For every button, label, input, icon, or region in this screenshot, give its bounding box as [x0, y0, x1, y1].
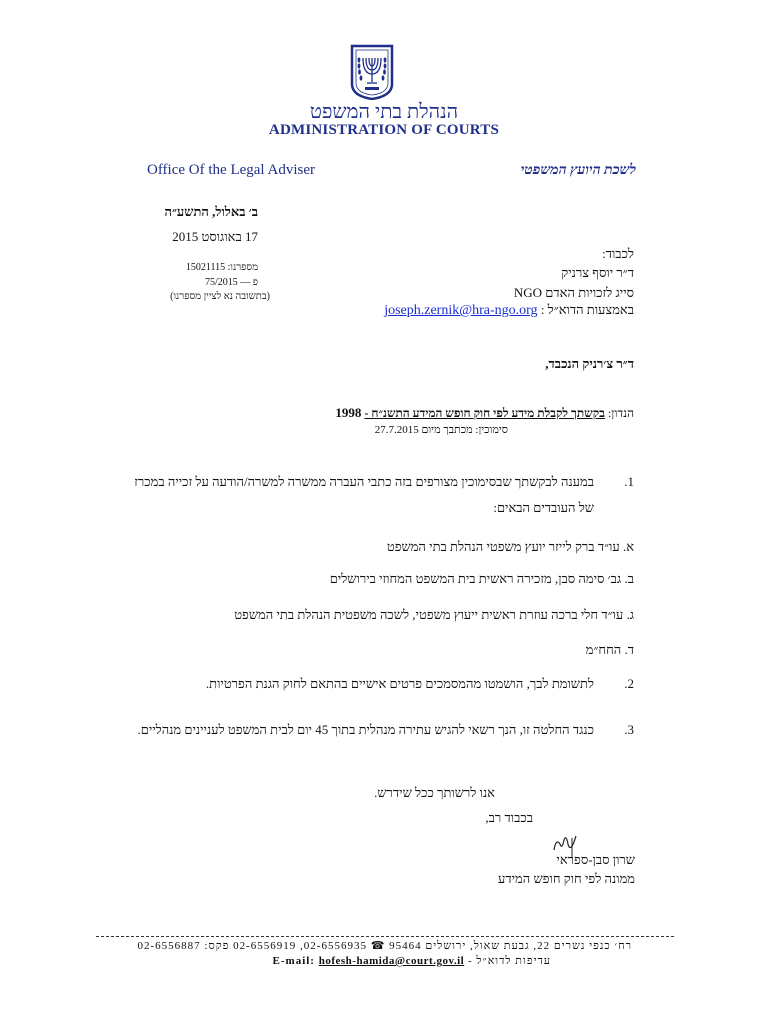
recipient-label: לכבוד: [602, 246, 634, 261]
item-text: כנגד החלטה זו, הנך רשאי להגיש עתירה מנהלית בתוך 45 יום לבית המשפט לעניינים מנהליים. [137, 722, 594, 737]
recipient-org: סייג לזכויות האדם NGO [513, 285, 634, 300]
footer-note: עדיפות לדוא״ל [476, 955, 551, 967]
footer-email-link[interactable]: hofesh-hamida@court.gov.il [318, 955, 465, 967]
footer-email-label: E-mail: [272, 955, 315, 967]
office-name-english: Office Of the Legal Adviser [147, 162, 315, 178]
salutation: ד״ר צ׳רניק הנכבד, [545, 356, 634, 371]
date-gregorian: 17 באוגוסט 2015 [172, 229, 258, 244]
email-prefix: באמצעות הדוא״ל : [540, 302, 634, 317]
reply-note: (בתשובה נא לציין מספרנו) [170, 291, 270, 302]
footer-address: רח׳ כנפי נשרים 22, גבעת שאול, ירושלים 95464 ☎ 02-6556935, 02-6556919 פקס: 02-6556887 [137, 940, 632, 952]
subject-year: 1998 [335, 405, 362, 420]
sub-item-b: ב. גב׳ סימה סבן, מזכירה ראשית בית המשפט המחוזי בירושלים [329, 571, 634, 586]
list-item [134, 469, 634, 521]
sub-item-a: א. עו״ד ברק לייזר יועץ משפטי הנהלת בתי המשפט [386, 539, 634, 554]
signer-name: שרון סבן-ספראי [556, 852, 635, 867]
subject-text: בקשתך לקבלת מידע לפי חוק חופש המידע התשנ״ח - [364, 406, 605, 420]
file-number: פ — 75/2015 [204, 277, 258, 288]
item-text: לתשומת לבך, הושמטו מהמסמכים פרטים אישיים בהתאם לחוק הגנת הפרטיות. [205, 676, 594, 691]
item-text: במענה לבקשתך שבסימוכין מצורפים בזה כתבי העברה ממשרה למשרה/הודעה על זכייה במכרז של העובדים הבאים: [134, 474, 594, 515]
list-item [134, 718, 634, 742]
closing-regards: בכבוד רב, [485, 810, 533, 825]
office-name-hebrew: לשכת היועץ המשפטי [520, 163, 636, 178]
list-item [134, 676, 634, 692]
sub-item-c: ג. עו״ד חלי ברכה עוזרת ראשית ייעוץ משפטי, לשכה משפטית הנהלת בתי המשפט [234, 607, 634, 622]
state-emblem-icon [350, 44, 394, 100]
subject-line [335, 405, 634, 421]
signer-title: ממונה לפי חוק חופש המידע [498, 871, 635, 886]
closing-line: אנו לרשותך ככל שידרש. [374, 785, 495, 800]
recipient-name: ד״ר יוסף צרניק [561, 265, 634, 280]
footer-email-line: עדיפות לדוא״ל - E-mail: hofesh-hamida@court.gov.il [272, 955, 551, 967]
item-number: 1. [624, 474, 634, 489]
subject-prefix: הנדון: [607, 406, 634, 420]
reference-number: מספרנו: 15021115 [185, 262, 258, 273]
org-name-english: ADMINISTRATION OF COURTS [268, 122, 500, 138]
org-name-hebrew: הנהלת בתי המשפט [309, 101, 459, 123]
recipient-email-line [384, 302, 634, 319]
date-hebrew: ב׳ באלול, התשע״ה [164, 204, 258, 219]
item-number: 2. [624, 676, 634, 691]
sub-item-d: ד. החח״מ [585, 642, 634, 657]
recipient-email-link[interactable]: joseph.zernik@hra-ngo.org [384, 303, 538, 318]
reference-line: סימוכין: מכתבך מיום 27.7.2015 [374, 424, 508, 436]
footer-divider [96, 936, 674, 937]
item-number: 3. [624, 722, 634, 737]
